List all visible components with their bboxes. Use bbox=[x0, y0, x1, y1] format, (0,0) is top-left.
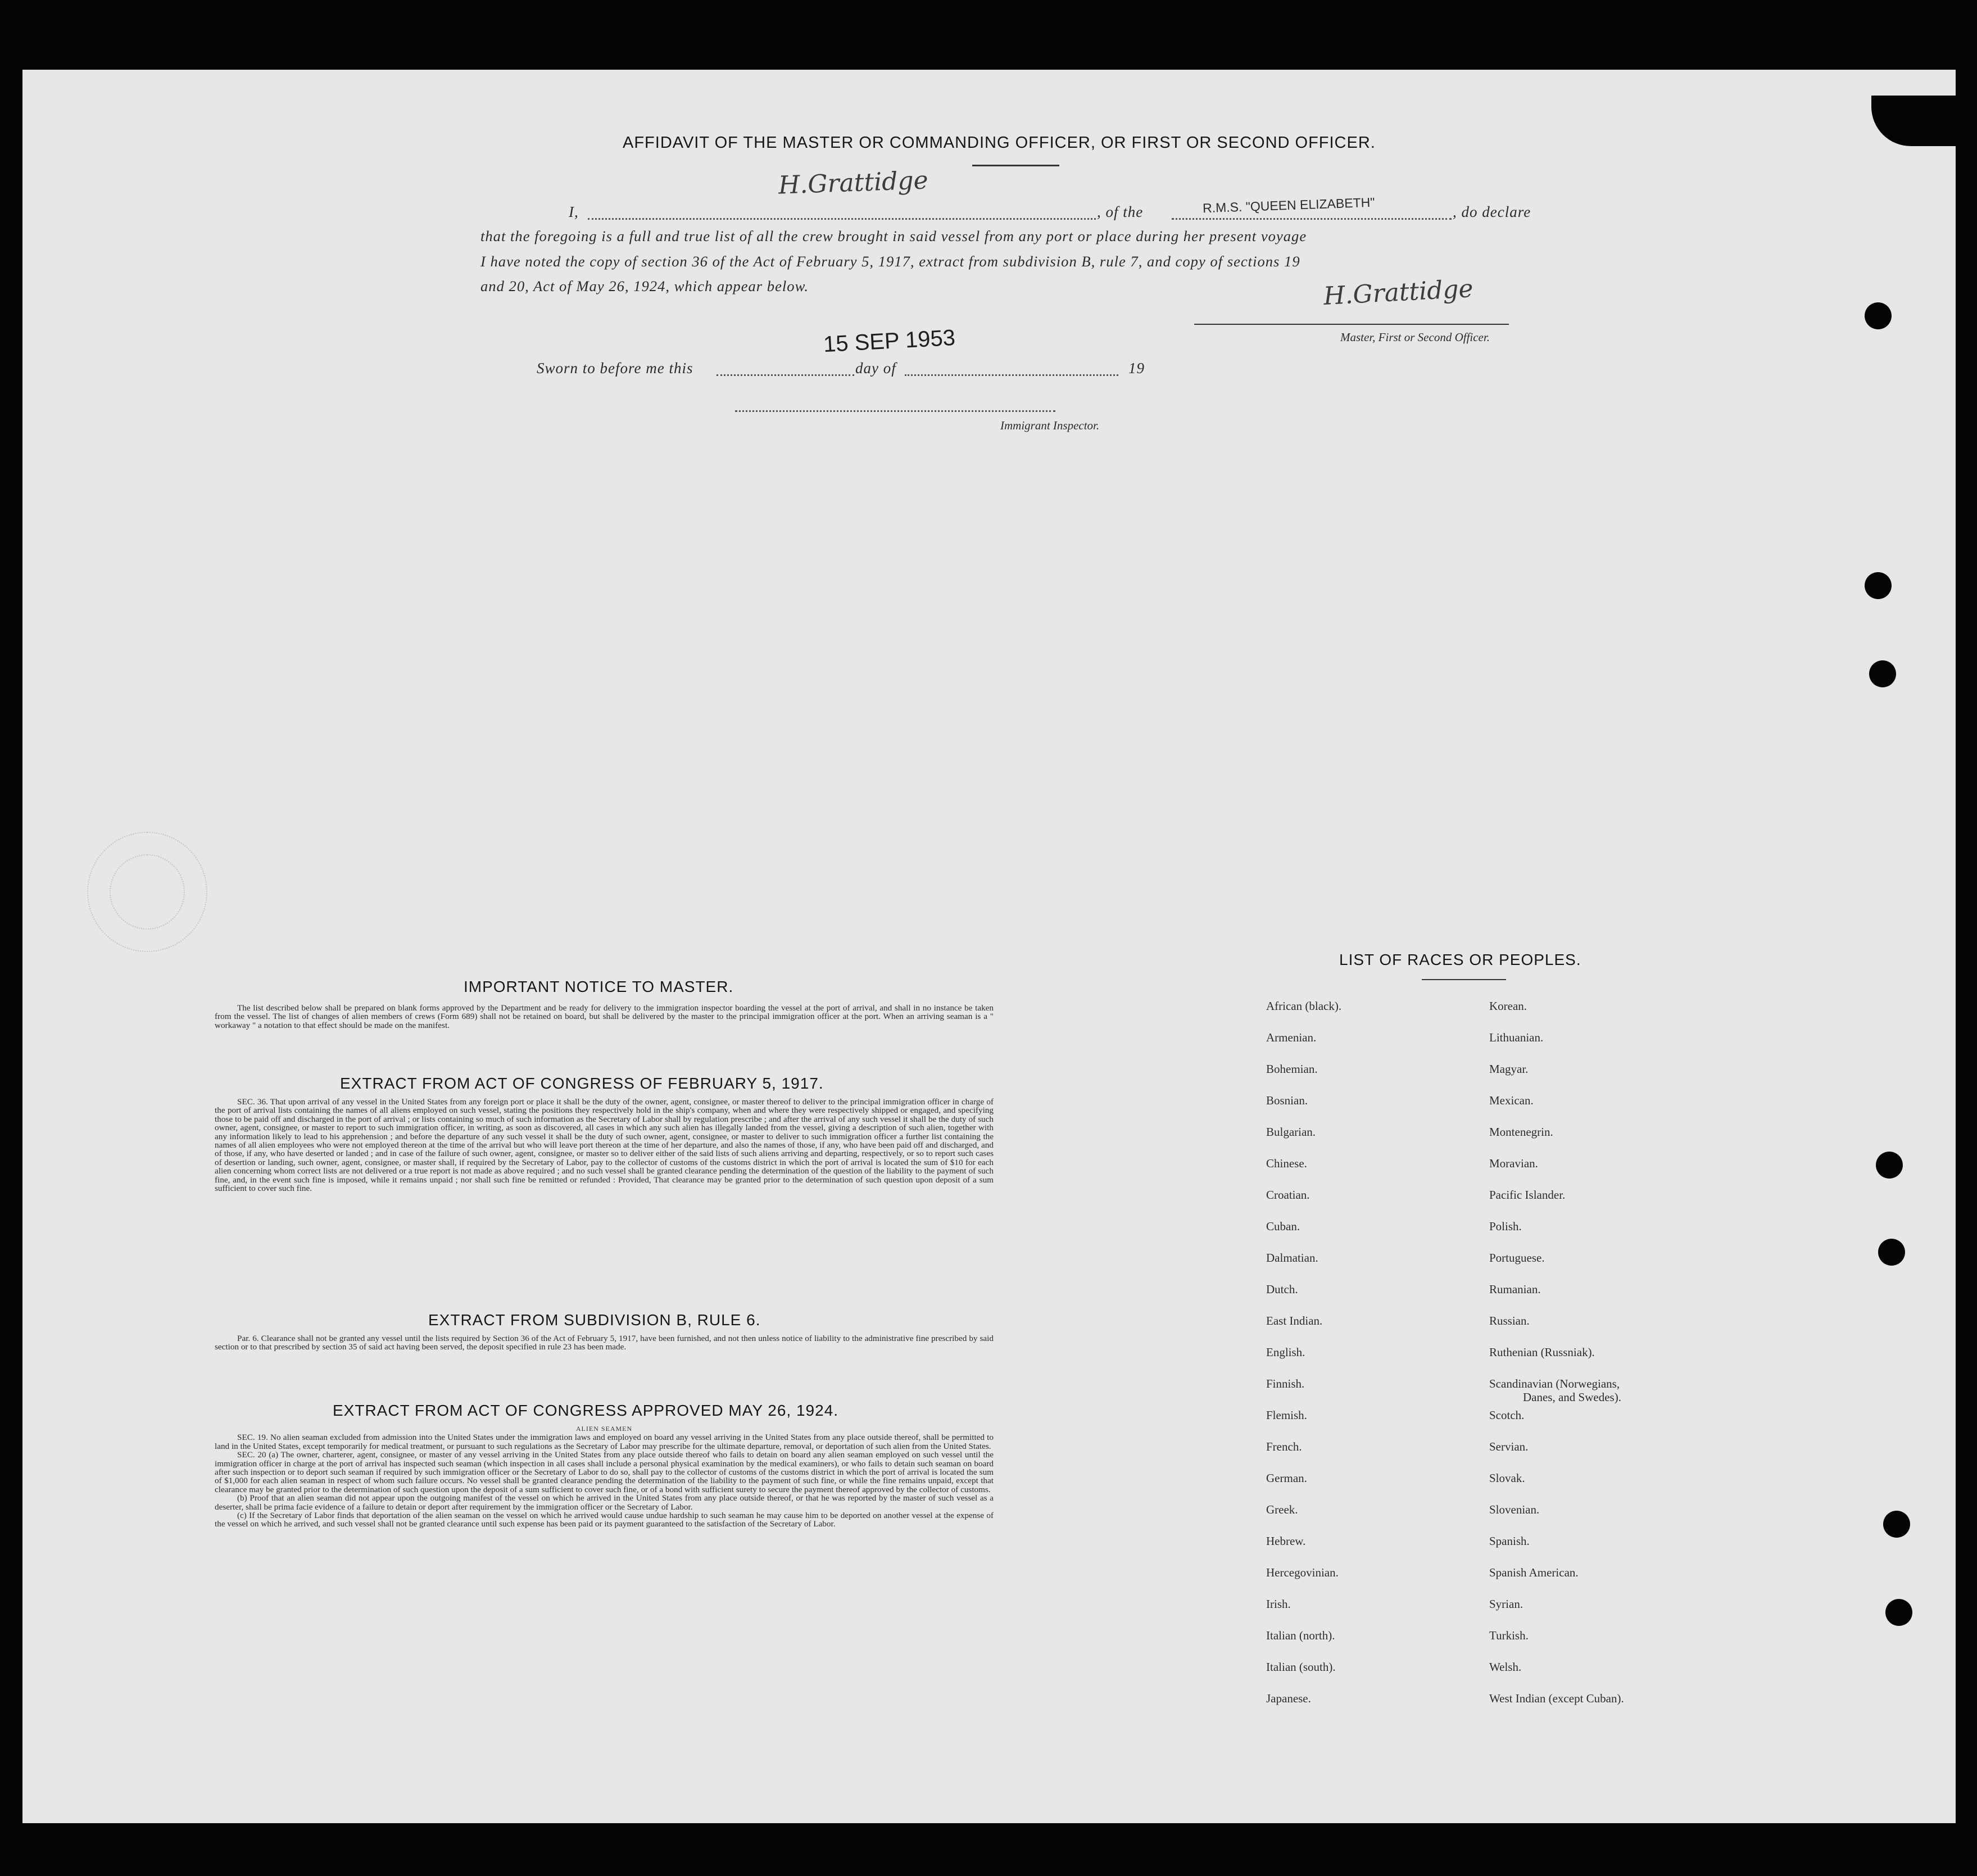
act-1917-paragraph: SEC. 36. That upon arrival of any vessel in the United States from any foreign port or place it shall be the duty of the owner, agent, consignee, or master thereof to deliver to the principal immigration officer in charge of the port of arrival lists containing the names of all aliens employed on such vessel, stating the positions they respectively hold in the ship's company, when and where they were respectively shipped or engaged, and specifying those to be paid off and discharged in the port of arrival ; or lists containing so much of such information as the Secretary of Labor shall by regulation prescribe ; and after the arrival of any such vessel it shall be the duty of such owner, agent, consignee, or master to report to such immigration officer, in writing, as soon as discovered, all cases in which any such alien has illegally landed from the vessel, giving a description of such alien, together with any information likely to lead to his apprehension ; and before the departure of any such vessel it shall be the duty of such owner, agent, consignee, or master to deliver to such immigration officer a further list containing the names of all alien employees who were not employed thereon at the time of the arrival but who will leave port thereon at the time of her departure, and also the names of those, if any, who have been paid off and discharged, and of those, if any, who have deserted or landed ; and in case of the failure of such owner, agent, consignee, or master so to deliver either of the said lists of such aliens arriving and departing, respectively, or so to report such cases of desertion or landing, such owner, agent, consignee, or master shall, if required by the Secretary of Labor, pay to the collector of customs of the customs district in which the port of arrival is located the sum of $10 for each alien concerning whom correct lists are not delivered or a true report is not made as above required ; and no such vessel shall be granted clearance pending the determination of the question of the liability to the payment of such fine, and, in the event such fine is imposed, while it remains unpaid ; nor shall such fine be remitted or refunded : Provided, That clearance may be granted prior to the determination of such question upon deposit of a sum sufficient to cover such fine. bbox=[215, 1097, 994, 1194]
date-stamp: 15 SEP 1953 bbox=[822, 325, 956, 357]
vessel-dotline bbox=[1172, 218, 1452, 220]
affidavit-line-4: and 20, Act of May 26, 1924, which appear below. bbox=[480, 278, 809, 294]
act-1924-text bbox=[215, 1425, 994, 1529]
race-left: Dalmatian. bbox=[1266, 1251, 1318, 1265]
race-left: East Indian. bbox=[1266, 1314, 1323, 1327]
day-of-text: day of bbox=[855, 360, 896, 377]
race-right: Lithuanian. bbox=[1489, 1031, 1544, 1044]
race-right: Portuguese. bbox=[1489, 1251, 1545, 1265]
race-left: Bosnian. bbox=[1266, 1094, 1308, 1107]
name-dotline bbox=[588, 218, 1096, 220]
embossed-seal-inner bbox=[110, 854, 185, 930]
affidavit-i: I, bbox=[569, 203, 579, 220]
race-right: Scotch. bbox=[1489, 1408, 1525, 1422]
binder-hole bbox=[1865, 302, 1892, 329]
act-1924-title: EXTRACT FROM ACT OF CONGRESS APPROVED MAY 26, 1924. bbox=[333, 1402, 839, 1419]
binder-hole bbox=[1865, 572, 1892, 599]
affidavit-title: AFFIDAVIT OF THE MASTER OR COMMANDING OFFICER, OR FIRST OR SECOND OFFICER. bbox=[623, 134, 1376, 152]
alien-seamen-subhead: ALIEN SEAMEN bbox=[575, 1425, 633, 1433]
race-right: Russian. bbox=[1489, 1314, 1530, 1327]
race-left: African (black). bbox=[1266, 999, 1342, 1013]
race-left: Bohemian. bbox=[1266, 1062, 1318, 1076]
race-right: Spanish American. bbox=[1489, 1566, 1579, 1579]
races-title: LIST OF RACES OR PEOPLES. bbox=[1339, 951, 1581, 968]
master-signature: H.Grattidge bbox=[778, 166, 929, 200]
inspector-caption: Immigrant Inspector. bbox=[1000, 419, 1100, 432]
document-sheet bbox=[22, 70, 1956, 1823]
race-right: Turkish. bbox=[1489, 1629, 1529, 1642]
notice-text bbox=[215, 1004, 994, 1030]
sworn-dotline bbox=[717, 374, 854, 376]
binder-hole bbox=[1869, 660, 1896, 687]
affidavit-of-the: , of the bbox=[1097, 203, 1144, 220]
master-signature-2: H.Grattidge bbox=[1322, 274, 1474, 311]
race-right: Syrian. bbox=[1489, 1597, 1523, 1611]
affidavit-line-3: I have noted the copy of section 36 of the Act of February 5, 1917, extract from subdivision B, rule 7, and copy of sections 19 bbox=[480, 253, 1300, 270]
binder-hole bbox=[1878, 1239, 1905, 1266]
race-right: Slovak. bbox=[1489, 1471, 1525, 1485]
race-right: Welsh. bbox=[1489, 1660, 1522, 1674]
race-right: Mexican. bbox=[1489, 1094, 1534, 1107]
race-left: Japanese. bbox=[1266, 1692, 1311, 1705]
race-right: Pacific Islander. bbox=[1489, 1188, 1566, 1202]
act-1917-title: EXTRACT FROM ACT OF CONGRESS OF FEBRUARY 5, 1917. bbox=[340, 1075, 824, 1092]
race-right: Ruthenian (Russniak). bbox=[1489, 1345, 1595, 1359]
race-right: West Indian (except Cuban). bbox=[1489, 1692, 1624, 1705]
race-right-continued: Danes, and Swedes). bbox=[1523, 1390, 1621, 1404]
race-left: Finnish. bbox=[1266, 1377, 1305, 1390]
race-right: Polish. bbox=[1489, 1220, 1522, 1233]
vessel-name: R.M.S. "QUEEN ELIZABETH" bbox=[1202, 194, 1375, 216]
inspector-dotline bbox=[735, 410, 1055, 412]
act-1924-sec-20a: SEC. 20 (a) The owner, charterer, agent, consignee, or master of any vessel arriving in the United States from any place outside thereof who fails to detain on board any alien seaman employed on such vessel until the immigration officer in charge at the port of arrival has inspected such seaman (which inspection in all cases shall include a personal physical examination by the medical examiners), or who fails to detain such seaman on board after such inspection or to deport such seaman if required by such immigration officer or the Secretary of Labor to do so, shall pay to the collector of customs of the customs district in which the port of arrival is located the sum of $1,000 for each alien seaman in respect of whom such failure occurs. No vessel shall be granted clearance pending the determination of the liability to the payment of such fine, or while the fine remains unpaid, except that clearance may be granted prior to the determination of such question upon the deposit of a sum sufficient to cover such fine, or of a bond with sufficient surety to secure the payment thereof approved by the collector of customs. bbox=[215, 1450, 994, 1494]
race-left: Chinese. bbox=[1266, 1157, 1307, 1170]
day-of-dotline bbox=[905, 374, 1118, 376]
race-left: Dutch. bbox=[1266, 1283, 1298, 1296]
race-right: Korean. bbox=[1489, 999, 1527, 1013]
race-left: Hebrew. bbox=[1266, 1534, 1306, 1548]
race-left: Bulgarian. bbox=[1266, 1125, 1316, 1139]
act-1917-text bbox=[215, 1098, 994, 1193]
master-caption: Master, First or Second Officer. bbox=[1340, 330, 1490, 344]
race-left: English. bbox=[1266, 1345, 1305, 1359]
race-left: Flemish. bbox=[1266, 1408, 1307, 1422]
affidavit-do-declare: , do declare bbox=[1453, 203, 1531, 220]
race-right: Slovenian. bbox=[1489, 1503, 1540, 1516]
race-right: Moravian. bbox=[1489, 1157, 1538, 1170]
race-right: Magyar. bbox=[1489, 1062, 1529, 1076]
binder-hole bbox=[1885, 1599, 1912, 1626]
race-right: Scandinavian (Norwegians, bbox=[1489, 1377, 1620, 1390]
act-1924-sec-20c: (c) If the Secretary of Labor finds that deportation of the alien seaman on the vessel on which he arrived would cause undue hardship to such seaman he may cause him to be deported on another vessel at the expense of the vessel on which he arrived, and such vessel shall not be granted clearance until such expense has been paid or its payment guaranteed to the satisfaction of the Secretary of Labor. bbox=[215, 1511, 994, 1529]
races-underline bbox=[1422, 979, 1506, 980]
race-left: Italian (north). bbox=[1266, 1629, 1335, 1642]
race-left: French. bbox=[1266, 1440, 1302, 1453]
race-left: Hercegovinian. bbox=[1266, 1566, 1339, 1579]
race-left: Armenian. bbox=[1266, 1031, 1317, 1044]
master-signature-line bbox=[1194, 324, 1509, 325]
race-left: Greek. bbox=[1266, 1503, 1298, 1516]
rule-6-title: EXTRACT FROM SUBDIVISION B, RULE 6. bbox=[428, 1311, 761, 1329]
binder-hole bbox=[1876, 1152, 1903, 1179]
rule-6-paragraph: Par. 6. Clearance shall not be granted any vessel until the lists required by Section 36 of the Act of February 5, 1917, have been furnished, and not then unless notice of liability to the administrative fine prescribed by said section or to that prescribed by section 35 of said act having been served, the deposit specified in rule 23 has been made. bbox=[215, 1334, 994, 1352]
sworn-text: Sworn to before me this bbox=[537, 360, 693, 377]
race-left: Irish. bbox=[1266, 1597, 1291, 1611]
act-1924-sec-20b: (b) Proof that an alien seaman did not appear upon the outgoing manifest of the vessel on which he arrived in the United States from any place outside thereof, or that he was reported by the master of such vessel as a deserter, shall be prima facie evidence of a failure to detain or deport after requirement by the immigration officer or the Secretary of Labor. bbox=[215, 1493, 994, 1512]
notice-paragraph: The list described below shall be prepared on blank forms approved by the Department and be ready for delivery to the immigration inspector boarding the vessel at the port of arrival, and shall in no instance be taken from the vessel. The list of changes of alien members of crews (Form 689) shall not be retained on board, but shall be delivered by the master to the principal immigration officer at the port. When an arriving seaman is a " workaway " a notation to that effect should be made on the manifest. bbox=[215, 1003, 994, 1030]
act-1924-sec-19: SEC. 19. No alien seaman excluded from admission into the United States under the immigration laws and employed on board any vessel arriving in the United States from any place outside thereof, shall be permitted to land in the United States, except temporarily for medical treatment, or pursuant to such regulations as the Secretary of Labor may prescribe for the ultimate departure, removal, or deportation of such alien from the United States. bbox=[215, 1433, 994, 1451]
title-underline bbox=[972, 165, 1059, 166]
race-left: Cuban. bbox=[1266, 1220, 1300, 1233]
binder-hole bbox=[1883, 1511, 1910, 1538]
race-right: Servian. bbox=[1489, 1440, 1529, 1453]
affidavit-line-2: that the foregoing is a full and true list of all the crew brought in said vessel from any port or place during her present voyage bbox=[480, 228, 1307, 244]
year-prefix: 19 bbox=[1128, 360, 1145, 377]
race-left: Croatian. bbox=[1266, 1188, 1310, 1202]
race-left: German. bbox=[1266, 1471, 1307, 1485]
race-left: Italian (south). bbox=[1266, 1660, 1336, 1674]
race-right: Spanish. bbox=[1489, 1534, 1530, 1548]
race-right: Rumanian. bbox=[1489, 1283, 1541, 1296]
rule-6-text bbox=[215, 1334, 994, 1352]
race-right: Montenegrin. bbox=[1489, 1125, 1553, 1139]
notice-title: IMPORTANT NOTICE TO MASTER. bbox=[464, 978, 734, 995]
